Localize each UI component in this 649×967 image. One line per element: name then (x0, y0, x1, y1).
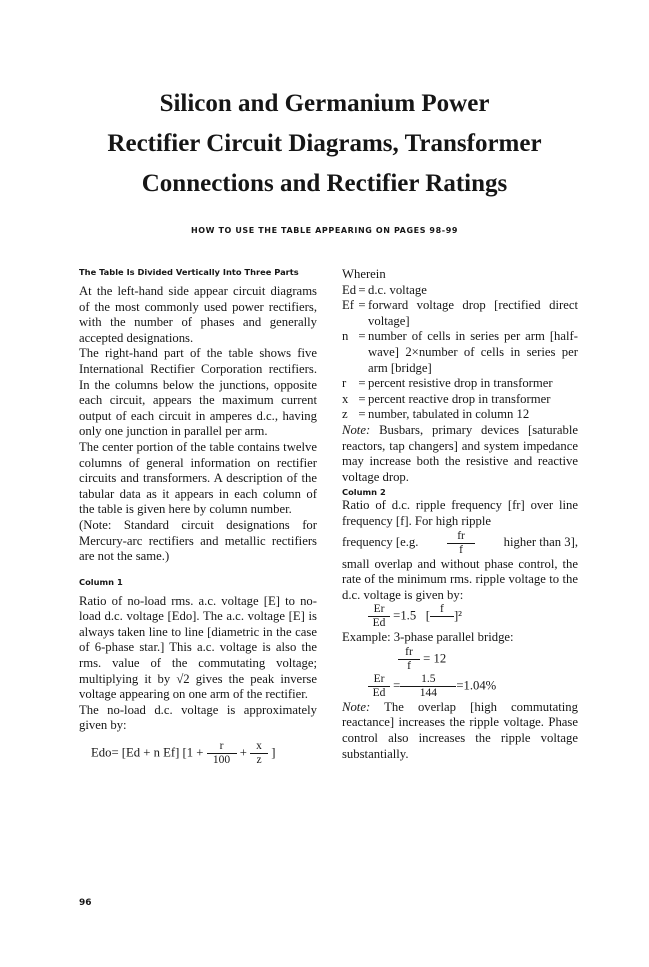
page-number: 96 (79, 898, 92, 908)
column-2-heading: Column 2 (342, 487, 386, 498)
paragraph-left-side: At the left-hand side appear circuit diagrams of the most commonly used power rectifiers, with the number of phases and generally accepted designations. (79, 284, 317, 345)
definition-item: x = percent reactive drop in transformer (342, 392, 578, 408)
right-column (342, 267, 578, 762)
definition-symbol: x (342, 391, 349, 406)
definition-item: Ef = forward voltage drop [rectified direct voltage] (342, 298, 578, 328)
definition-item: n = number of cells in series per arm [half-wave] 2×number of cells in series per arm [bridge] (342, 329, 578, 375)
definition-symbol: Ef (342, 298, 354, 313)
definition-symbol: Ed (342, 282, 357, 297)
definition-text: percent reactive drop in transformer (368, 391, 551, 406)
column-1-paragraph: Ratio of no-load rms. a.c. voltage [E] to no-load d.c. voltage [Edo]. The a.c. voltage [E] is always taken line to line [diametric in the case of 6-phase star.] This a.c. voltage is also the rms. value of the commutating voltage; multiplying it by √2 gives the peak inverse voltage appearing on one arm of the rectifier. (79, 593, 317, 702)
column-1-approx: The no-load d.c. voltage is approximately given by: (79, 702, 317, 733)
ripple-formula: $\frac{Er}{Ed}$ =1.5 [ f ]² (342, 603, 578, 630)
fraction-fr-over-f: $\frac{fr}{f}$ (447, 530, 475, 557)
ripple-frequency-line: frequency [e.g. $\frac{fr}{f}$ higher than 3], (342, 529, 578, 556)
definition-text: number of cells in series per arm [half-wave] 2×number of cells in series per arm [bridge] (368, 329, 578, 375)
example-ripple: $\frac{Er}{Ed}$ = $\frac{1.5}{144}$ =1.04% (342, 673, 578, 700)
definition-symbol: z (342, 407, 348, 422)
definition-symbol: r (342, 376, 347, 391)
formula-lhs: Edo= [Ed + n Ef] [1 + (91, 745, 204, 760)
definition-text: percent resistive drop in transformer (368, 376, 553, 391)
example-ratio: $\frac{fr}{f}$ = 12 (342, 646, 578, 673)
title-line-1: Silicon and Germanium Power (159, 90, 490, 117)
column-2-paragraph-2: small overlap and without phase control, the rate of the minimum rms. ripple voltage to the d.c. voltage is given by: (342, 556, 578, 602)
wherein-label: Wherein (342, 267, 386, 281)
definition-list (342, 283, 578, 423)
section-subheading: HOW TO USE THE TABLE APPEARING ON PAGES 98-99 (190, 226, 459, 235)
left-column (79, 267, 317, 767)
definition-text: number, tabulated in column 12 (368, 407, 530, 422)
definition-symbol: n (342, 329, 349, 344)
paragraph-note: (Note: Standard circuit designations for Mercury-arc rectifiers and metallic rectifiers are not the same.) (79, 517, 317, 564)
column-2-paragraph: Ratio of d.c. ripple frequency [fr] over line frequency [f]. For high ripple (342, 498, 578, 528)
no-load-voltage-formula: Edo= [Ed + n Ef] [1 + $\frac{r}{100}$ + $\frac{x}{z}$ ] (91, 740, 276, 767)
note-drop: Note: Busbars, primary devices [saturable reactors, tap changers] and system impedance may increase both the resistive and reactive voltage drop. (342, 422, 578, 484)
title-line-2: Rectifier Circuit Diagrams, Transformer (107, 130, 542, 157)
definition-text: forward voltage drop [rectified direct voltage] (368, 298, 578, 328)
paragraph-center-portion: The center portion of the table contains twelve columns of general information on rectifier circuits and transformers. A description of the tabular data as it appears in each column of the table is given here by column number. (79, 439, 317, 517)
definition-item: z = number, tabulated in column 12 (342, 407, 578, 423)
paragraph-right-part: The right-hand part of the table shows five International Rectifier Corporation rectifiers. In the columns below the junctions, opposite each circuit, appears the maximum current output of each circuit in amperes d.c., having only one junction in parallel per arm. (79, 346, 317, 439)
fraction-r-over-100: $\frac{r}{100}$ (207, 740, 237, 767)
definition-text: d.c. voltage (368, 282, 427, 297)
note-overlap: Note: The overlap [high commutating reactance] increases the ripple voltage. Phase control also increases the ripple voltage substantially. (342, 699, 578, 761)
title-line-3: Connections and Rectifier Ratings (141, 170, 508, 197)
fraction-x-over-z: $\frac{x}{z}$ (250, 740, 268, 767)
column-1-heading: Column 1 (79, 576, 123, 587)
definition-item: Ed = d.c. voltage (342, 283, 578, 299)
page-title (40, 84, 609, 204)
table-parts-heading: The Table Is Divided Vertically Into Three Parts (79, 267, 299, 277)
example-label: Example: 3-phase parallel bridge: (342, 630, 514, 645)
definition-item: r = percent resistive drop in transformer (342, 376, 578, 392)
